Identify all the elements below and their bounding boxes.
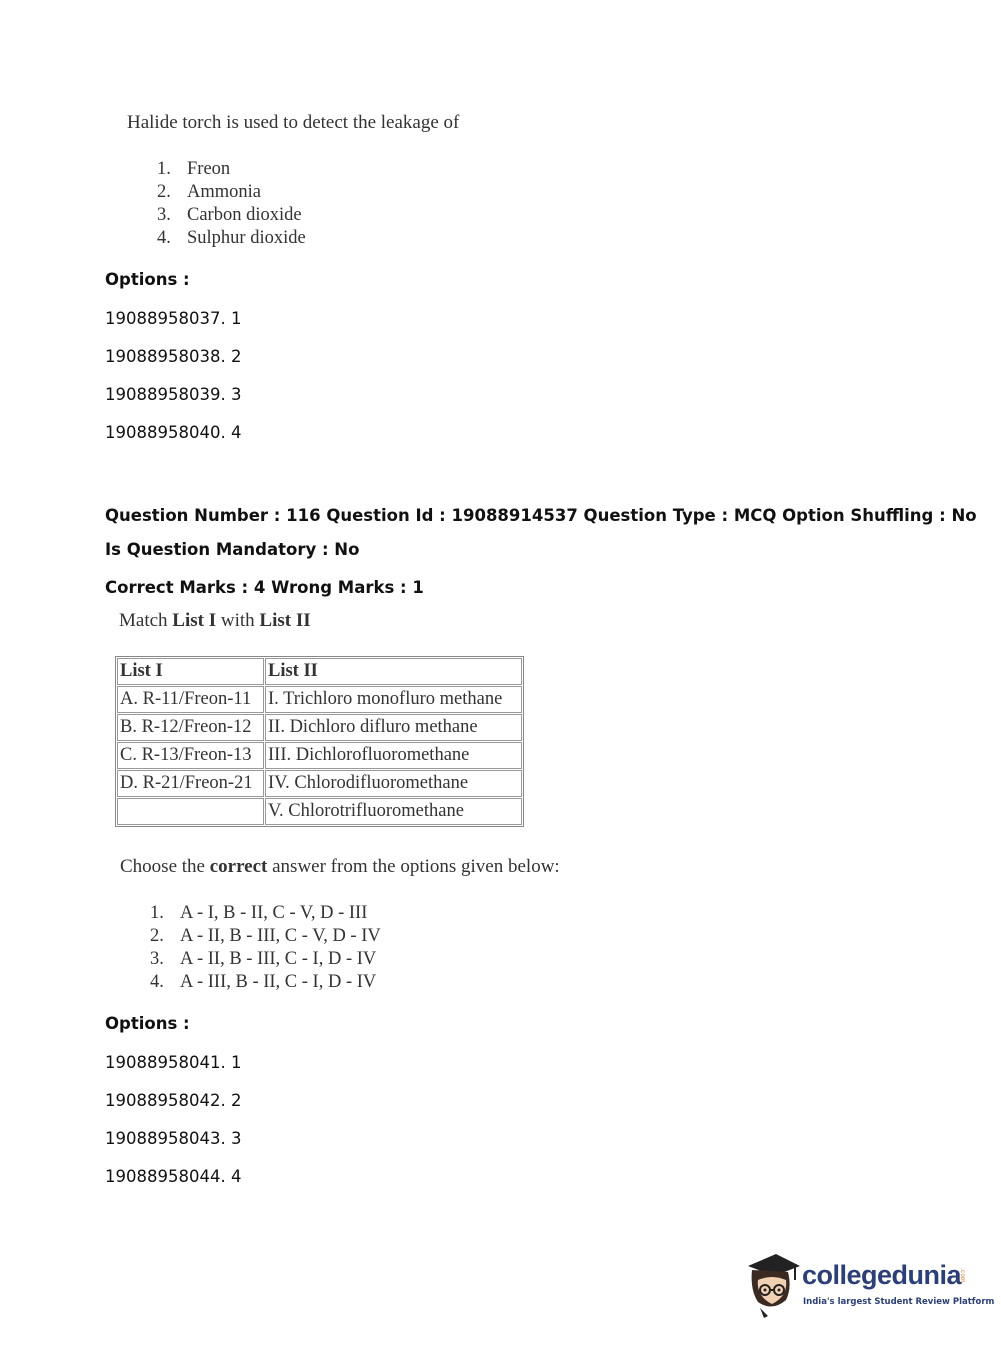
option-item: 19088958037. 1 xyxy=(105,309,242,328)
choice-item: 1. Freon xyxy=(157,159,231,179)
logo-tagline: India's largest Student Review Platform xyxy=(803,1297,995,1307)
table-cell: C. R-13/Freon-13 xyxy=(117,742,264,769)
match-table xyxy=(115,656,524,827)
table-cell xyxy=(117,798,264,825)
table-header-row xyxy=(117,658,522,685)
option-item: 19088958039. 3 xyxy=(105,385,242,404)
choice-item: 4. Sulphur dioxide xyxy=(157,228,306,248)
table-cell: I. Trichloro monofluro methane xyxy=(265,686,522,713)
table-cell: B. R-12/Freon-12 xyxy=(117,714,264,741)
table-row xyxy=(117,742,522,769)
choice-list xyxy=(157,158,306,250)
table-header-cell: List I xyxy=(117,658,264,685)
question-mandatory: Is Question Mandatory : No xyxy=(105,540,360,559)
table-row xyxy=(117,686,522,713)
table-header-cell: List II xyxy=(265,658,522,685)
option-item: 19088958042. 2 xyxy=(105,1091,242,1110)
table-cell: V. Chlorotrifluoromethane xyxy=(265,798,522,825)
option-item: 19088958044. 4 xyxy=(105,1167,242,1186)
table-cell: III. Dichlorofluoromethane xyxy=(265,742,522,769)
question-stem: Halide torch is used to detect the leakage of xyxy=(127,112,460,133)
logo-wordmark: collegedunia xyxy=(802,1260,962,1290)
choice-item: 2. A - II, B - III, C - V, D - IV xyxy=(150,926,381,946)
table-cell: IV. Chlorodifluoromethane xyxy=(265,770,522,797)
option-item: 19088958043. 3 xyxy=(105,1129,242,1148)
option-item: 19088958038. 2 xyxy=(105,347,242,366)
table-cell: A. R-11/Freon-11 xyxy=(117,686,264,713)
question-meta: Question Number : 116 Question Id : 19088914537 Question Type : MCQ Option Shuffling : No xyxy=(105,506,977,525)
table-row xyxy=(117,798,522,825)
table-row xyxy=(117,770,522,797)
choice-list xyxy=(150,902,381,994)
choice-item: 3. A - II, B - III, C - I, D - IV xyxy=(150,949,377,969)
options-label: Options : xyxy=(105,1014,190,1033)
mascot-icon xyxy=(742,1250,802,1320)
options-label: Options : xyxy=(105,270,190,289)
option-item: 19088958041. 1 xyxy=(105,1053,242,1072)
choice-item: 1. A - I, B - II, C - V, D - III xyxy=(150,903,368,923)
choice-item: 3. Carbon dioxide xyxy=(157,205,302,225)
question-marks: Correct Marks : 4 Wrong Marks : 1 xyxy=(105,578,424,597)
option-item: 19088958040. 4 xyxy=(105,423,242,442)
logo-com: .com xyxy=(959,1268,966,1283)
choice-item: 4. A - III, B - II, C - I, D - IV xyxy=(150,972,377,992)
table-cell: D. R-21/Freon-21 xyxy=(117,770,264,797)
choice-item: 2. Ammonia xyxy=(157,182,261,202)
match-stem: Match List I with List II xyxy=(119,610,311,631)
table-row xyxy=(117,714,522,741)
instruction-text: Choose the correct answer from the options given below: xyxy=(120,856,560,877)
table-cell: II. Dichloro difluro methane xyxy=(265,714,522,741)
collegedunia-logo xyxy=(742,1250,995,1320)
